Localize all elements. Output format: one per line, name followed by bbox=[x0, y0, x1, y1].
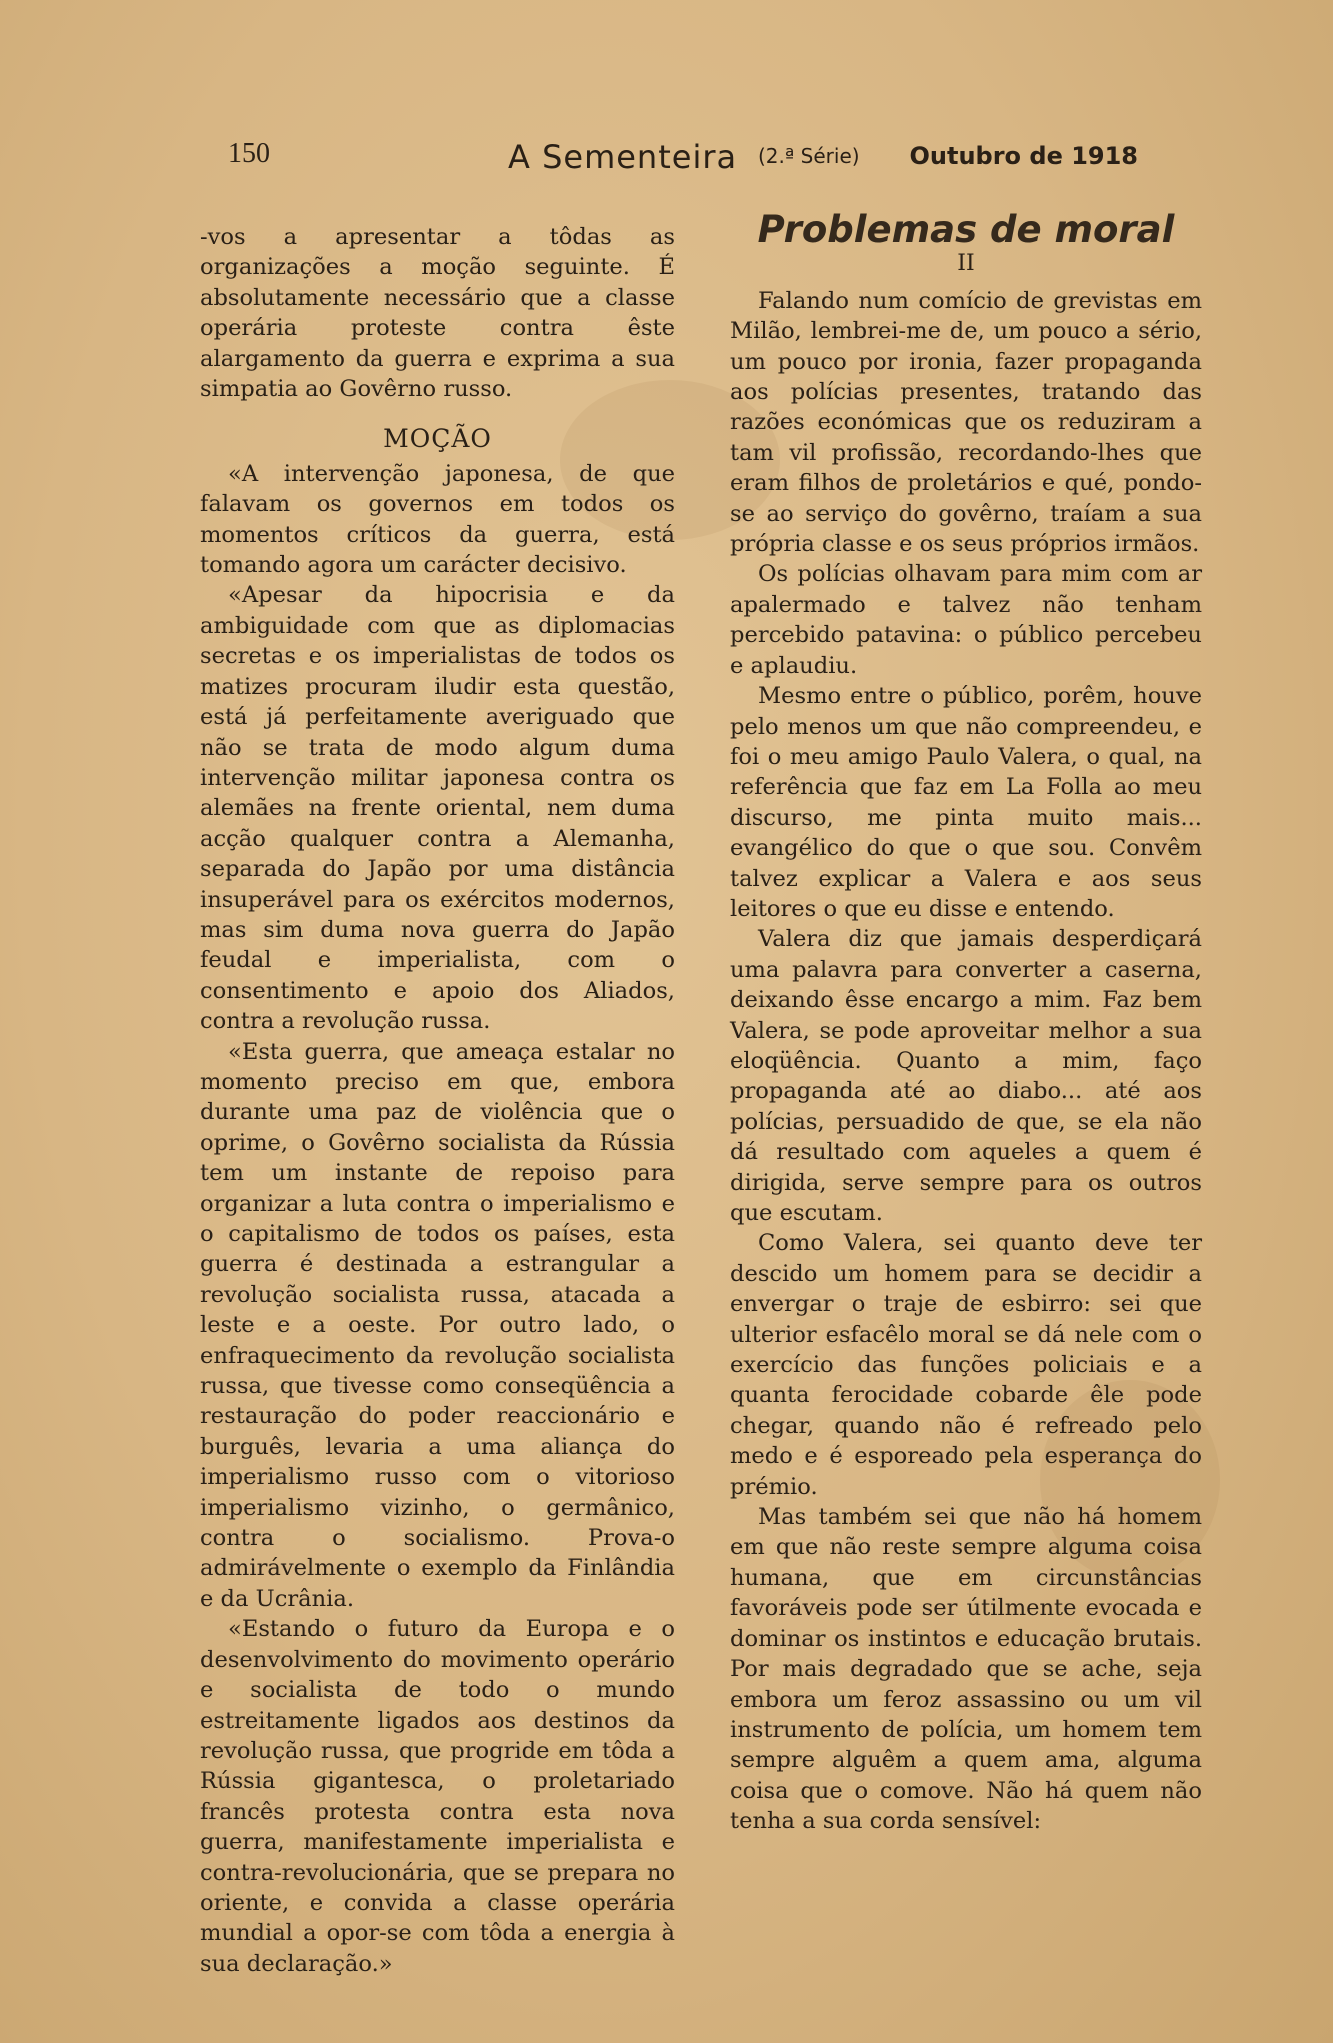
paragraph: Valera diz que jamais desperdiçará uma palavra para converter a caserna, deixando êsse encargo a mim. Faz bem Valera, se pode aproveitar melhor a sua eloqüência. Quanto a mim, faço propaganda até ao diabo... até aos polícias, persuadido de que, se ela não dá resultado com aqueles a quem é dirigida, serve sempre para os outros que escutam. bbox=[730, 926, 1202, 1226]
paragraph: Os polícias olhavam para mim com ar apalermado e talvez não tenham percebido patavina: o público percebeu e aplaudiu. bbox=[730, 561, 1202, 679]
page-header bbox=[228, 138, 1138, 188]
paragraph: Como Valera, sei quanto deve ter descido um homem para se decidir a envergar o traje de esbirro: sei que ulterior esfacêlo moral se dá nele com o exercício das funções policiais e a quanta ferocidade cobarde êle pode chegar, quando não é refreado pelo medo e é esporeado pela esperança do prémio. bbox=[730, 1230, 1202, 1500]
paragraph: -vos a apresentar a tôdas as organizações a moção seguinte. É absolutamente necessário que a classe operária proteste contra êste alargamento da guerra e exprima a sua simpatia ao Govêrno russo. bbox=[200, 224, 675, 403]
page-number: 150 bbox=[228, 138, 270, 169]
paragraph: Mas também sei que não há homem em que não reste sempre alguma coisa humana, que em circunstâncias favoráveis pode ser útilmente evocada e dominar os instintos e educação brutais. Por mais degradado que se ache, seja embora um feroz assassino ou um vil instrumento de polícia, um homem tem sempre alguêm a quem ama, alguma coisa que o comove. Não há quem não tenha a sua corda sensível: bbox=[730, 1504, 1202, 1835]
paragraph: «A intervenção japonesa, de que falavam os governos em todos os momentos críticos da guerra, está tomando agora um carácter decisivo. bbox=[200, 460, 675, 579]
issue-date: Outubro de 1918 bbox=[909, 142, 1138, 170]
paragraph: Mesmo entre o público, porêm, houve pelo menos um que não compreendeu, e foi o meu amigo Paulo Valera, o qual, na referência que faz em La Folla ao meu discurso, me pinta muito mais... evangélico do que o que sou. Convêm talvez explicar a Valera e aos seus leitores o que eu disse e entendo. bbox=[730, 683, 1202, 922]
paragraph: Falando num comício de grevistas em Milão, lembrei-me de, um pouco a sério, um pouco por ironia, fazer propaganda aos polícias presentes, tratando das razões económicas que os reduziram a tam vil profissão, recordando-lhes que eram filhos de proletários e qué, pondo-se ao serviço do govêrno, traíam a sua própria classe e os seus próprios irmãos. bbox=[730, 287, 1202, 558]
right-column bbox=[730, 208, 1202, 1837]
section-number: II bbox=[957, 251, 975, 277]
section-heading: MOÇÃO bbox=[383, 424, 492, 454]
publication-title: A Sementeira bbox=[508, 138, 738, 176]
paragraph: «Apesar da hipocrisia e da ambiguidade com que as diplomacias secretas e os imperialistas de todos os matizes procuram iludir esta questão, está já perfeitamente averiguado que não se trata de modo algum duma intervenção militar japonesa contra os alemães na frente oriental, nem duma acção qualquer contra a Alemanha, separada do Japão por uma distância insuperável para os exércitos modernos, mas sim duma nova guerra do Japão feudal e imperialista, com o consentimento e apoio dos Aliados, contra a revolução russa. bbox=[200, 582, 675, 1035]
paragraph: «Estando o futuro da Europa e o desenvolvimento do movimento operário e socialista de todo o mundo estreitamente ligados aos destinos da revolução russa, que progride em tôda a Rússia gigantesca, o proletariado francês protesta contra esta nova guerra, manifestamente imperialista e contra-revolucionária, que se prepara no oriente, e convida a classe operária mundial a opor-se com tôda a energia à sua declaração.» bbox=[200, 1616, 675, 1977]
series-label: (2.ª Série) bbox=[758, 144, 860, 168]
article-title: Problemas de moral bbox=[757, 208, 1175, 251]
paragraph: «Esta guerra, que ameaça estalar no momento preciso em que, embora durante uma paz de violência que o oprime, o Govêrno socialista da Rússia tem um instante de repoiso para organizar a luta contra o imperialismo e o capitalismo de todos os países, esta guerra é destinada a estrangular a revolução socialista russa, atacada a leste e a oeste. Por outro lado, o enfraquecimento da revolução socialista russa, que tivesse como conseqüência a restauração do poder reaccionário e burguês, levaria a uma aliança do imperialismo russo com o vitorioso imperialismo vizinho, o germânico, contra o socialismo. Prova-o admirávelmente o exemplo da Finlândia e da Ucrânia. bbox=[200, 1038, 675, 1612]
left-column bbox=[200, 222, 675, 1979]
